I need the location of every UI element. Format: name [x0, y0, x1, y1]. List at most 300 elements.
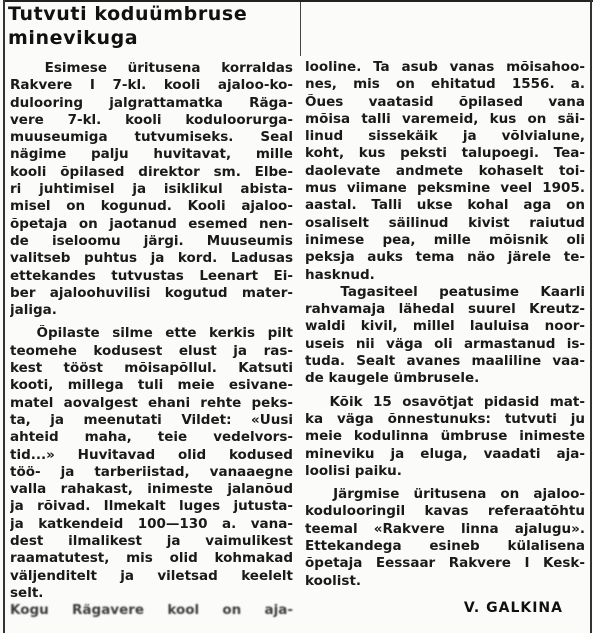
word: Talli — [371, 197, 402, 214]
word: isiklikul — [163, 181, 223, 198]
left_column-text-line — [10, 481, 293, 498]
word: raiutud — [529, 214, 585, 231]
word: väga — [386, 335, 423, 352]
right_column-text-line — [305, 232, 585, 249]
word: I — [89, 77, 95, 94]
word: noor- — [544, 318, 585, 335]
word: ehani — [148, 394, 191, 411]
word: auks — [367, 249, 403, 266]
word: Kogu — [10, 602, 49, 619]
word: huvitavat, — [153, 146, 232, 163]
word: viimane — [346, 180, 407, 197]
right_column-text-line — [305, 249, 585, 266]
word: «Rakvere — [373, 520, 445, 537]
article-left-column — [10, 60, 293, 620]
word: mineviku — [305, 445, 375, 462]
word: referaatõhtu — [487, 503, 585, 520]
word: linna — [460, 520, 499, 537]
left_column-text-line — [10, 516, 293, 533]
left_column-text-line — [10, 112, 293, 129]
right_column-text-line — [305, 145, 585, 162]
word: misel — [10, 198, 51, 215]
word: ja — [390, 445, 405, 462]
word: õpetaja — [10, 215, 68, 232]
left_column-text-line — [10, 95, 293, 112]
left_column-text-line — [10, 198, 293, 215]
word: Ettekandega — [305, 538, 402, 555]
word: on — [500, 486, 520, 503]
right_column-text-line — [305, 318, 585, 335]
word: Ei- — [273, 267, 293, 284]
indent-space — [10, 325, 24, 342]
word: kus — [358, 145, 386, 162]
word: kooli — [125, 111, 162, 128]
word: nägime — [10, 146, 67, 163]
word: ja — [132, 181, 147, 198]
right_column-text-line — [305, 111, 585, 128]
word: 1556. — [511, 76, 555, 93]
word: Esimese — [44, 60, 107, 76]
word: te- — [563, 249, 585, 266]
word: silme — [112, 325, 153, 342]
word: Rägavere — [72, 602, 145, 619]
right_column-text-line — [305, 394, 585, 411]
right_column-text-line — [305, 353, 585, 370]
word: 7-kl. — [112, 77, 147, 94]
word: tutvumiseks. — [134, 129, 234, 146]
word: de — [10, 232, 29, 249]
word: vedelvors- — [213, 429, 293, 446]
word: Leenart — [199, 267, 259, 284]
word: vaadati — [483, 445, 541, 462]
right_column-text-line — [305, 197, 585, 214]
left_column-text-line — [10, 568, 293, 585]
word: kooli — [163, 77, 201, 94]
word: on — [527, 110, 547, 127]
word: vere — [10, 111, 44, 128]
word: kus — [489, 110, 517, 127]
word: vaa- — [552, 353, 585, 370]
right_column-text-line — [305, 486, 585, 503]
word: Elbe- — [254, 163, 293, 180]
word: kodulinna — [353, 428, 429, 445]
left_column-text-line — [10, 164, 293, 181]
word: asub — [401, 59, 438, 75]
word: ber — [10, 284, 36, 301]
word: õpilased — [60, 163, 125, 180]
word: õpilased — [458, 93, 524, 110]
word: I — [524, 555, 530, 572]
word: ka — [305, 410, 324, 427]
left_column-text-line — [10, 602, 293, 619]
word: Räga- — [249, 94, 293, 111]
word: vanaaegne — [209, 463, 293, 480]
word: Vildet: — [181, 411, 232, 428]
word: mis — [126, 550, 153, 567]
word: peks- — [251, 394, 293, 411]
word: kodusest — [93, 342, 163, 359]
left_column-text-line — [10, 360, 293, 377]
word: Tea- — [553, 145, 585, 162]
word: oli — [434, 335, 453, 352]
word: vanas — [449, 59, 495, 75]
word: kivist — [468, 214, 510, 231]
word: kohal — [467, 197, 509, 214]
word: Ta — [373, 59, 390, 75]
word: inimeste — [519, 428, 585, 445]
word: ras- — [263, 342, 293, 359]
word: Kõik — [329, 393, 363, 410]
word: eluga, — [420, 445, 468, 462]
word: useis — [305, 335, 345, 352]
word: 15 — [373, 393, 392, 410]
word: kooli — [10, 163, 47, 180]
word: jalgrattamatka — [109, 94, 223, 111]
line-text: hasknud. — [305, 266, 375, 283]
right_column-text-line — [305, 555, 585, 572]
word: iseloomu — [51, 232, 121, 249]
left_column-text-line — [10, 146, 293, 163]
word: näo — [467, 249, 496, 266]
word: ajaloo- — [241, 198, 293, 215]
word: maha, — [84, 429, 132, 446]
word: ajaloo- — [533, 486, 585, 503]
word: ta, — [10, 411, 31, 428]
word: säilinud — [388, 214, 449, 231]
word: ajalugu». — [514, 520, 585, 537]
word: kohmakad — [214, 550, 293, 567]
word: väljenditelt — [10, 567, 97, 584]
word: kooti, — [10, 377, 54, 394]
word: ju — [570, 410, 585, 427]
right_column-text-line — [305, 267, 585, 284]
word: on — [395, 76, 415, 93]
word: elust — [178, 342, 217, 359]
word: nii — [355, 335, 375, 352]
word: kodused — [228, 446, 293, 463]
word: kogunud. — [100, 198, 172, 215]
word: ahteid — [10, 429, 59, 446]
word: peatusime — [439, 283, 520, 300]
word: Kooli — [187, 198, 226, 215]
word: ja — [10, 498, 24, 515]
word: mus — [305, 180, 337, 197]
word: teomehe — [10, 342, 77, 359]
word: ehitatud — [431, 76, 496, 93]
word: nen- — [259, 215, 293, 232]
line-text: selt. — [10, 584, 44, 601]
author-signature: V. GALKINA — [463, 600, 563, 616]
word: külalisena — [507, 538, 585, 555]
word: maaliline — [471, 353, 542, 370]
word: pidasid — [483, 393, 540, 410]
word: osaliselt — [305, 214, 369, 231]
word: on — [78, 215, 98, 232]
word: tuli — [137, 377, 164, 394]
word: meie — [177, 377, 215, 394]
word: ajaloo-ko- — [217, 77, 293, 94]
word: järele — [507, 249, 552, 266]
word: looline. — [305, 59, 362, 75]
word: suurel — [468, 301, 516, 318]
word: Sealt — [356, 353, 396, 370]
word: Kesk- — [542, 555, 585, 572]
word: lauluisa — [469, 318, 530, 335]
word: ja — [50, 411, 64, 428]
word: vaatasid — [368, 93, 434, 110]
line-text: de kaugele ümbrusele. — [305, 370, 480, 387]
right_column-text-line — [305, 215, 585, 232]
word: aga — [523, 197, 552, 214]
word: andmete — [395, 162, 464, 179]
word: rahakast, — [60, 481, 133, 498]
word: tid...» — [10, 446, 55, 463]
left_column-text-line — [10, 377, 293, 394]
word: võlvialune, — [501, 128, 585, 145]
word: inimese — [305, 231, 365, 248]
word: peksmine — [416, 180, 491, 197]
word: Muuseumis — [206, 232, 293, 249]
word: peksti — [400, 145, 447, 162]
word: koht, — [305, 145, 345, 162]
word: ette — [165, 325, 197, 342]
word: lähedal — [398, 301, 455, 318]
word: jalanõud — [227, 481, 293, 498]
word: a. — [570, 76, 585, 93]
article-headline — [8, 2, 308, 50]
right_column-text-line — [305, 573, 585, 590]
word: puhtus — [84, 250, 138, 267]
word: Järgmise — [333, 486, 400, 503]
word: ilmalikest — [68, 533, 143, 550]
word: järgi. — [143, 232, 184, 249]
word: aastal. — [305, 197, 357, 214]
word: Kreutz- — [529, 301, 585, 318]
line-text: loolisi paiku. — [305, 462, 402, 479]
word: vaimulikest — [205, 533, 293, 550]
indent-space — [305, 284, 319, 301]
left_column-text-line — [10, 302, 293, 319]
left_column-text-line — [10, 343, 293, 360]
word: sm. — [213, 163, 241, 180]
left_column-text-line — [10, 250, 293, 267]
word: valitseb — [10, 250, 71, 267]
left_column-text-line — [10, 395, 293, 412]
word: avanes — [406, 353, 461, 370]
word: is- — [566, 335, 585, 352]
word: esivane- — [228, 377, 293, 394]
word: ettekandes — [10, 267, 96, 284]
word: ja — [10, 515, 24, 532]
word: säi- — [557, 110, 585, 127]
word: ri — [10, 181, 22, 198]
word: muuseumiga — [10, 129, 108, 146]
right_column-text-line — [305, 521, 585, 538]
word: vana- — [250, 515, 293, 532]
word: luges — [179, 498, 221, 515]
word: kogutud — [164, 284, 228, 301]
indent-space — [305, 486, 319, 503]
left_column-text-line — [10, 585, 293, 602]
word: mat- — [549, 393, 585, 410]
word: jaotanud — [109, 215, 177, 232]
word: aja- — [556, 445, 585, 462]
word: kavas — [424, 503, 469, 520]
right_column-text-line — [305, 411, 585, 428]
word: pea, — [382, 231, 416, 248]
word: vana — [548, 93, 585, 110]
word: a. — [222, 515, 237, 532]
word: mater- — [241, 284, 293, 301]
word: teie — [157, 429, 188, 446]
word: Õues — [305, 93, 344, 110]
word: tarberiistad, — [94, 463, 190, 480]
word: 100—130 — [137, 515, 208, 532]
line-text: jaliga. — [10, 302, 57, 319]
word: linud — [305, 128, 344, 145]
word: Ilmekalt — [103, 498, 166, 515]
word: teemal — [305, 520, 358, 537]
word: meenutati — [83, 411, 162, 428]
left_column-text-line — [10, 285, 293, 302]
word: mõisnik — [489, 231, 549, 248]
word: waldi — [305, 318, 346, 335]
right_column-text-line — [305, 284, 585, 301]
word: õpetaja — [305, 555, 363, 572]
headline-line-2: minevikuga — [8, 27, 139, 49]
word: ja — [60, 463, 75, 480]
indent-space — [305, 394, 319, 411]
word: Katsuti — [238, 360, 293, 377]
word: ja — [150, 250, 165, 267]
left_column-text-line — [10, 550, 293, 567]
word: juhtimisel — [39, 181, 115, 198]
word: «Uusi — [251, 411, 293, 428]
word: pilt — [267, 325, 293, 342]
right_column-text-line — [305, 59, 585, 76]
word: mõisapõllul. — [124, 360, 217, 377]
right_column-text-line — [305, 428, 585, 445]
word: Rakvere — [10, 77, 73, 94]
word: peksja — [305, 249, 355, 266]
word: kerkis — [209, 325, 256, 342]
word: õnnestunuks: — [387, 410, 491, 427]
indent-space — [10, 60, 24, 77]
word: ja — [120, 567, 135, 584]
word: ukse — [416, 197, 453, 214]
word: jutusta- — [233, 498, 293, 515]
word: kest — [10, 360, 43, 377]
word: kodulooringil — [305, 503, 406, 520]
left_column-text-line — [10, 325, 293, 342]
word: kivil, — [360, 318, 398, 335]
word: Tagasiteel — [340, 283, 418, 300]
word: mõisahoo- — [506, 59, 585, 75]
right_column-text-line — [305, 336, 585, 353]
word: katkendeid — [38, 515, 124, 532]
right_column-text-line — [305, 503, 585, 520]
left_column-text-line — [10, 233, 293, 250]
left_column-text-line — [10, 412, 293, 429]
word: Ladusas — [230, 250, 293, 267]
word: keelelt — [241, 567, 293, 584]
word: tutvustas — [111, 267, 184, 284]
right_column-text-line — [305, 163, 585, 180]
word: millel — [412, 318, 455, 335]
word: 7-kl. — [67, 111, 102, 128]
word: varemeid, — [402, 110, 479, 127]
word: korraldas — [221, 60, 293, 76]
word: koduloorurga- — [185, 111, 293, 128]
word: aovalgest — [63, 394, 138, 411]
word: dest — [10, 533, 44, 550]
word: oli — [566, 231, 585, 248]
word: inimeste — [147, 481, 213, 498]
left_column-text-line — [10, 447, 293, 464]
word: ja — [462, 128, 477, 145]
word: tuda. — [305, 353, 345, 370]
word: osavõtjat — [402, 393, 474, 410]
word: üritusena — [127, 60, 201, 76]
word: veel — [500, 180, 533, 197]
word: kohaselt — [478, 162, 544, 179]
article-right-column — [305, 59, 585, 590]
right_column-text-line — [305, 446, 585, 463]
left_column-text-line — [10, 216, 293, 233]
left_column-text-line — [10, 60, 293, 77]
right_column-text-line — [305, 463, 585, 480]
word: on — [566, 197, 585, 214]
word: millega — [67, 377, 124, 394]
word: talupoegi. — [461, 145, 539, 162]
right_column-text-line — [305, 301, 585, 318]
word: üritusena — [413, 486, 487, 503]
word: ajaloohuvilisi — [49, 284, 151, 301]
left_column-text-line — [10, 533, 293, 550]
word: armastanud — [463, 335, 556, 352]
right_column-text-line — [305, 538, 585, 555]
word: Õpilaste — [36, 325, 100, 342]
word: esemed — [188, 215, 248, 232]
word: raamatutest, — [10, 550, 110, 567]
word: olid — [169, 550, 198, 567]
left_column-text-line — [10, 429, 293, 446]
word: esineb — [429, 538, 480, 555]
left_column-text-line — [10, 77, 293, 94]
word: Huvitavad — [77, 446, 156, 463]
left_column-text-line — [10, 129, 293, 146]
word: rõivad. — [37, 498, 91, 515]
word: direktor — [138, 163, 200, 180]
headline-line-1: Tutvuti koduümbruse — [8, 3, 248, 25]
word: ja — [166, 533, 181, 550]
word: olid — [177, 446, 207, 463]
right_column-text-line — [305, 94, 585, 111]
word: Kaarli — [540, 283, 585, 300]
word: toi- — [559, 162, 585, 179]
word: palju — [91, 146, 129, 163]
word: on — [66, 198, 86, 215]
word: valla — [10, 481, 47, 498]
left_column-text-line — [10, 181, 293, 198]
word: matel — [10, 394, 54, 411]
word: tööst — [63, 360, 104, 377]
word: töö- — [10, 463, 41, 480]
word: mille — [433, 231, 471, 248]
word: mõisa — [305, 110, 351, 127]
left_column-text-line — [10, 268, 293, 285]
right_column-text-line — [305, 76, 585, 93]
